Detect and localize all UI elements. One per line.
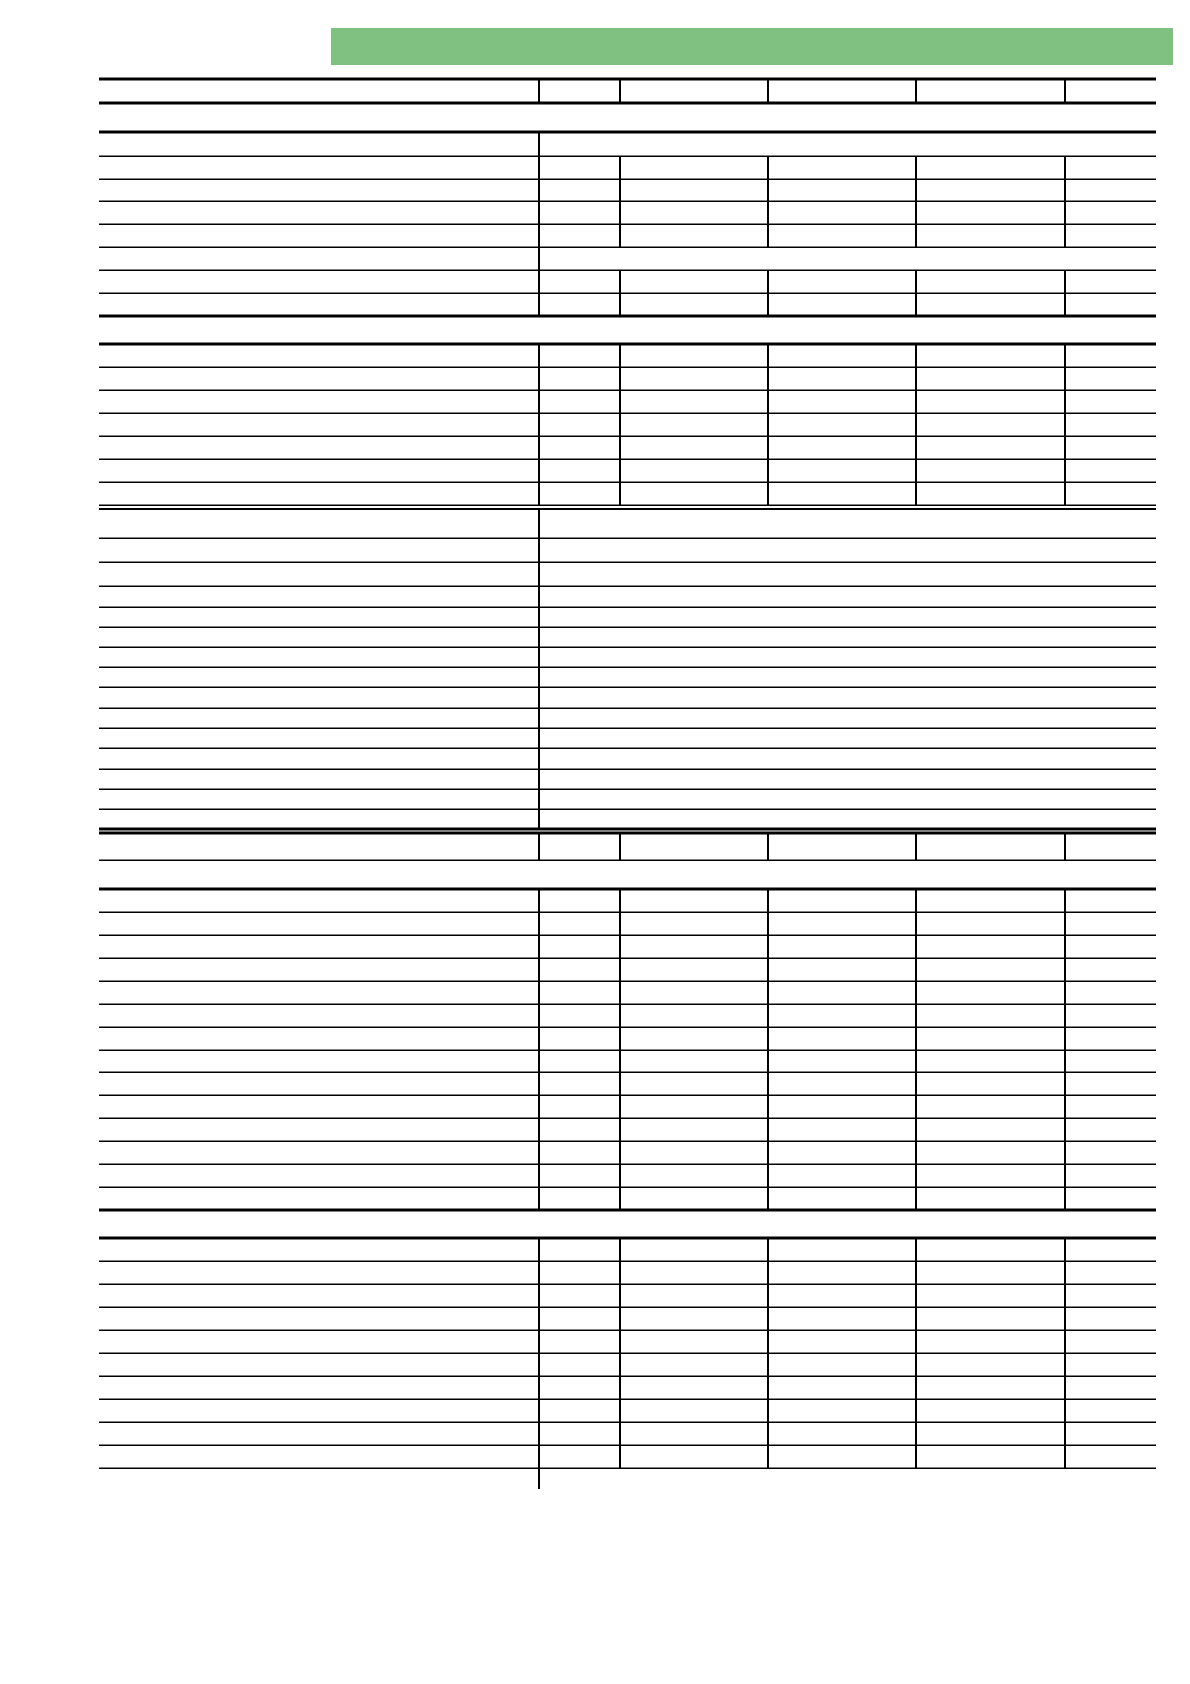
header-banner bbox=[331, 28, 1173, 65]
table-rules bbox=[99, 79, 1156, 1489]
form-table bbox=[99, 77, 1156, 1489]
